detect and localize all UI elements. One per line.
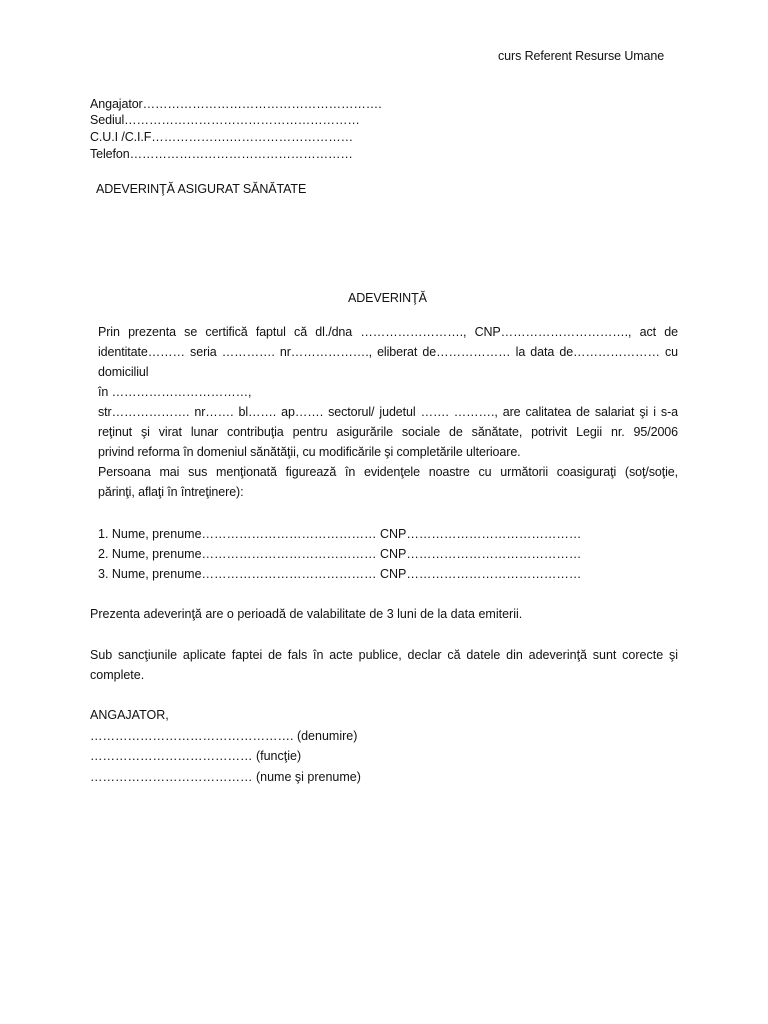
employer-field: Angajator…………………………………………………. xyxy=(90,97,382,111)
paragraph-line: identitate……… seria …………. nr………………., eliberat de……………… la data de………………… cu domiciliul xyxy=(98,345,678,379)
paragraph-line: Sub sancţiunile aplicate faptei de fals în acte publice, declar că datele din adeverinţă sunt corecte şi xyxy=(90,648,678,662)
signature-name-line: …………………………………………. (denumire) xyxy=(90,728,358,743)
paragraph-line: părinţi, aflaţi în întreţinere): xyxy=(98,485,244,499)
coinsured-list xyxy=(98,524,581,584)
paragraph-line: str………………. nr……. bl……. ap……. sectorul/ judetul ……. ………., are calitatea de salariat şi i s-a xyxy=(98,405,678,419)
paragraph-line: complete. xyxy=(90,668,145,682)
list-item: 2. Nume, prenume…………………………………… CNP…………………………………… xyxy=(98,547,582,561)
certificate-heading: ADEVERINŢĂ xyxy=(348,291,427,305)
list-item: 1. Nume, prenume…………………………………… CNP…………………………………… xyxy=(98,527,582,541)
signature-block xyxy=(90,705,361,787)
signature-person-line: ………………………………… (nume şi prenume) xyxy=(90,769,361,784)
cui-field: C.U.I /C.I.F……………….………………………… xyxy=(90,130,354,144)
paragraph-line: reţinut şi virat lunar contribuţia pentru asigurările sociale de sănătate, potrivit Legii nr. 95/2006 xyxy=(98,425,678,439)
list-item: 3. Nume, prenume…………………………………… CNP…………………………………… xyxy=(98,567,582,581)
paragraph-line: privind reforma în domeniul sănătăţii, cu modificările şi completările ulterioare. xyxy=(98,445,521,459)
paragraph-line: Prin prezenta se certifică faptul că dl./dna ……………………., CNP…………………………., act de xyxy=(98,325,678,339)
certification-paragraph xyxy=(98,322,678,462)
validity-statement: Prezenta adeverinţă are o perioadă de valabilitate de 3 luni de la data emiterii. xyxy=(90,607,523,621)
document-title: ADEVERINŢĂ ASIGURAT SĂNĂTATE xyxy=(96,182,307,196)
declaration-paragraph xyxy=(90,645,678,685)
address-field: Sediul………………………………………………… xyxy=(90,113,360,127)
paragraph-line: Persoana mai sus menţionată figurează în evidenţele noastre cu următorii coasiguraţi (soţ/soţie, xyxy=(98,465,678,479)
paragraph-line: în ……………………………, xyxy=(98,385,252,399)
course-note: curs Referent Resurse Umane xyxy=(498,49,665,63)
coinsured-intro-paragraph xyxy=(98,462,678,502)
signature-label: ANGAJATOR, xyxy=(90,708,169,722)
signature-function-line: ………………………………… (funcţie) xyxy=(90,749,302,763)
phone-field: Telefon……………………………………………… xyxy=(90,147,353,161)
